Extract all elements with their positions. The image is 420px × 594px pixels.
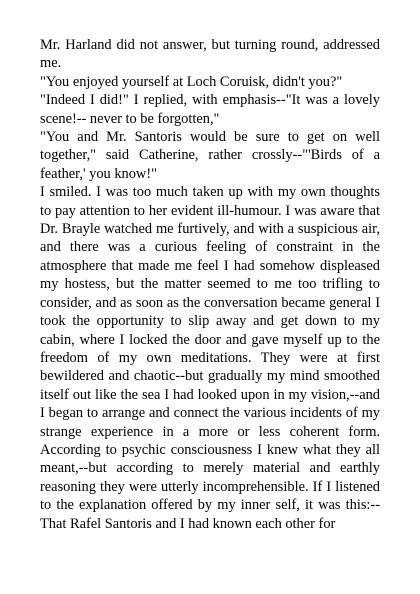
paragraph: "Indeed I did!" I replied, with emphasis--"It was a lovely scene!-- never to be forgotten," [40, 92, 380, 127]
paragraph: "You and Mr. Santoris would be sure to get on well together," said Catherine, rather crossly--"'Birds of a feather,' you know!" [40, 129, 380, 182]
paragraph: Mr. Harland did not answer, but turning round, addressed me. [40, 37, 380, 72]
paragraph: I smiled. I was too much taken up with my own thoughts to pay attention to her evident ill-humour. I was aware that Dr. Brayle watched me furtively, and with a suspicious air, and there was a curious feeling of constraint in the atmosphere that made me feel I had somehow displeased my hostess, but the matter seemed to me too trifling to consider, and as soon as the conversation became general I took the opportunity to slip away and get down to my cabin, where I locked the door and gave myself up to the freedom of my own meditations. They were at first bewildered and chaotic--but gradually my mind smoothed itself out like the sea I had looked upon in my vision,--and I began to arrange and connect the various incidents of my strange experience in a more or less coherent form. According to psychic consciousness I knew what they all meant,--but according to merely material and earthly reasoning they were utterly incomprehensible. If I listened to the explanation offered by my inner self, it was this:--That Rafel Santoris and I had known each other for [40, 184, 380, 532]
paragraph: "You enjoyed yourself at Loch Coruisk, didn't you?" [40, 73, 343, 90]
document-page [40, 36, 380, 533]
